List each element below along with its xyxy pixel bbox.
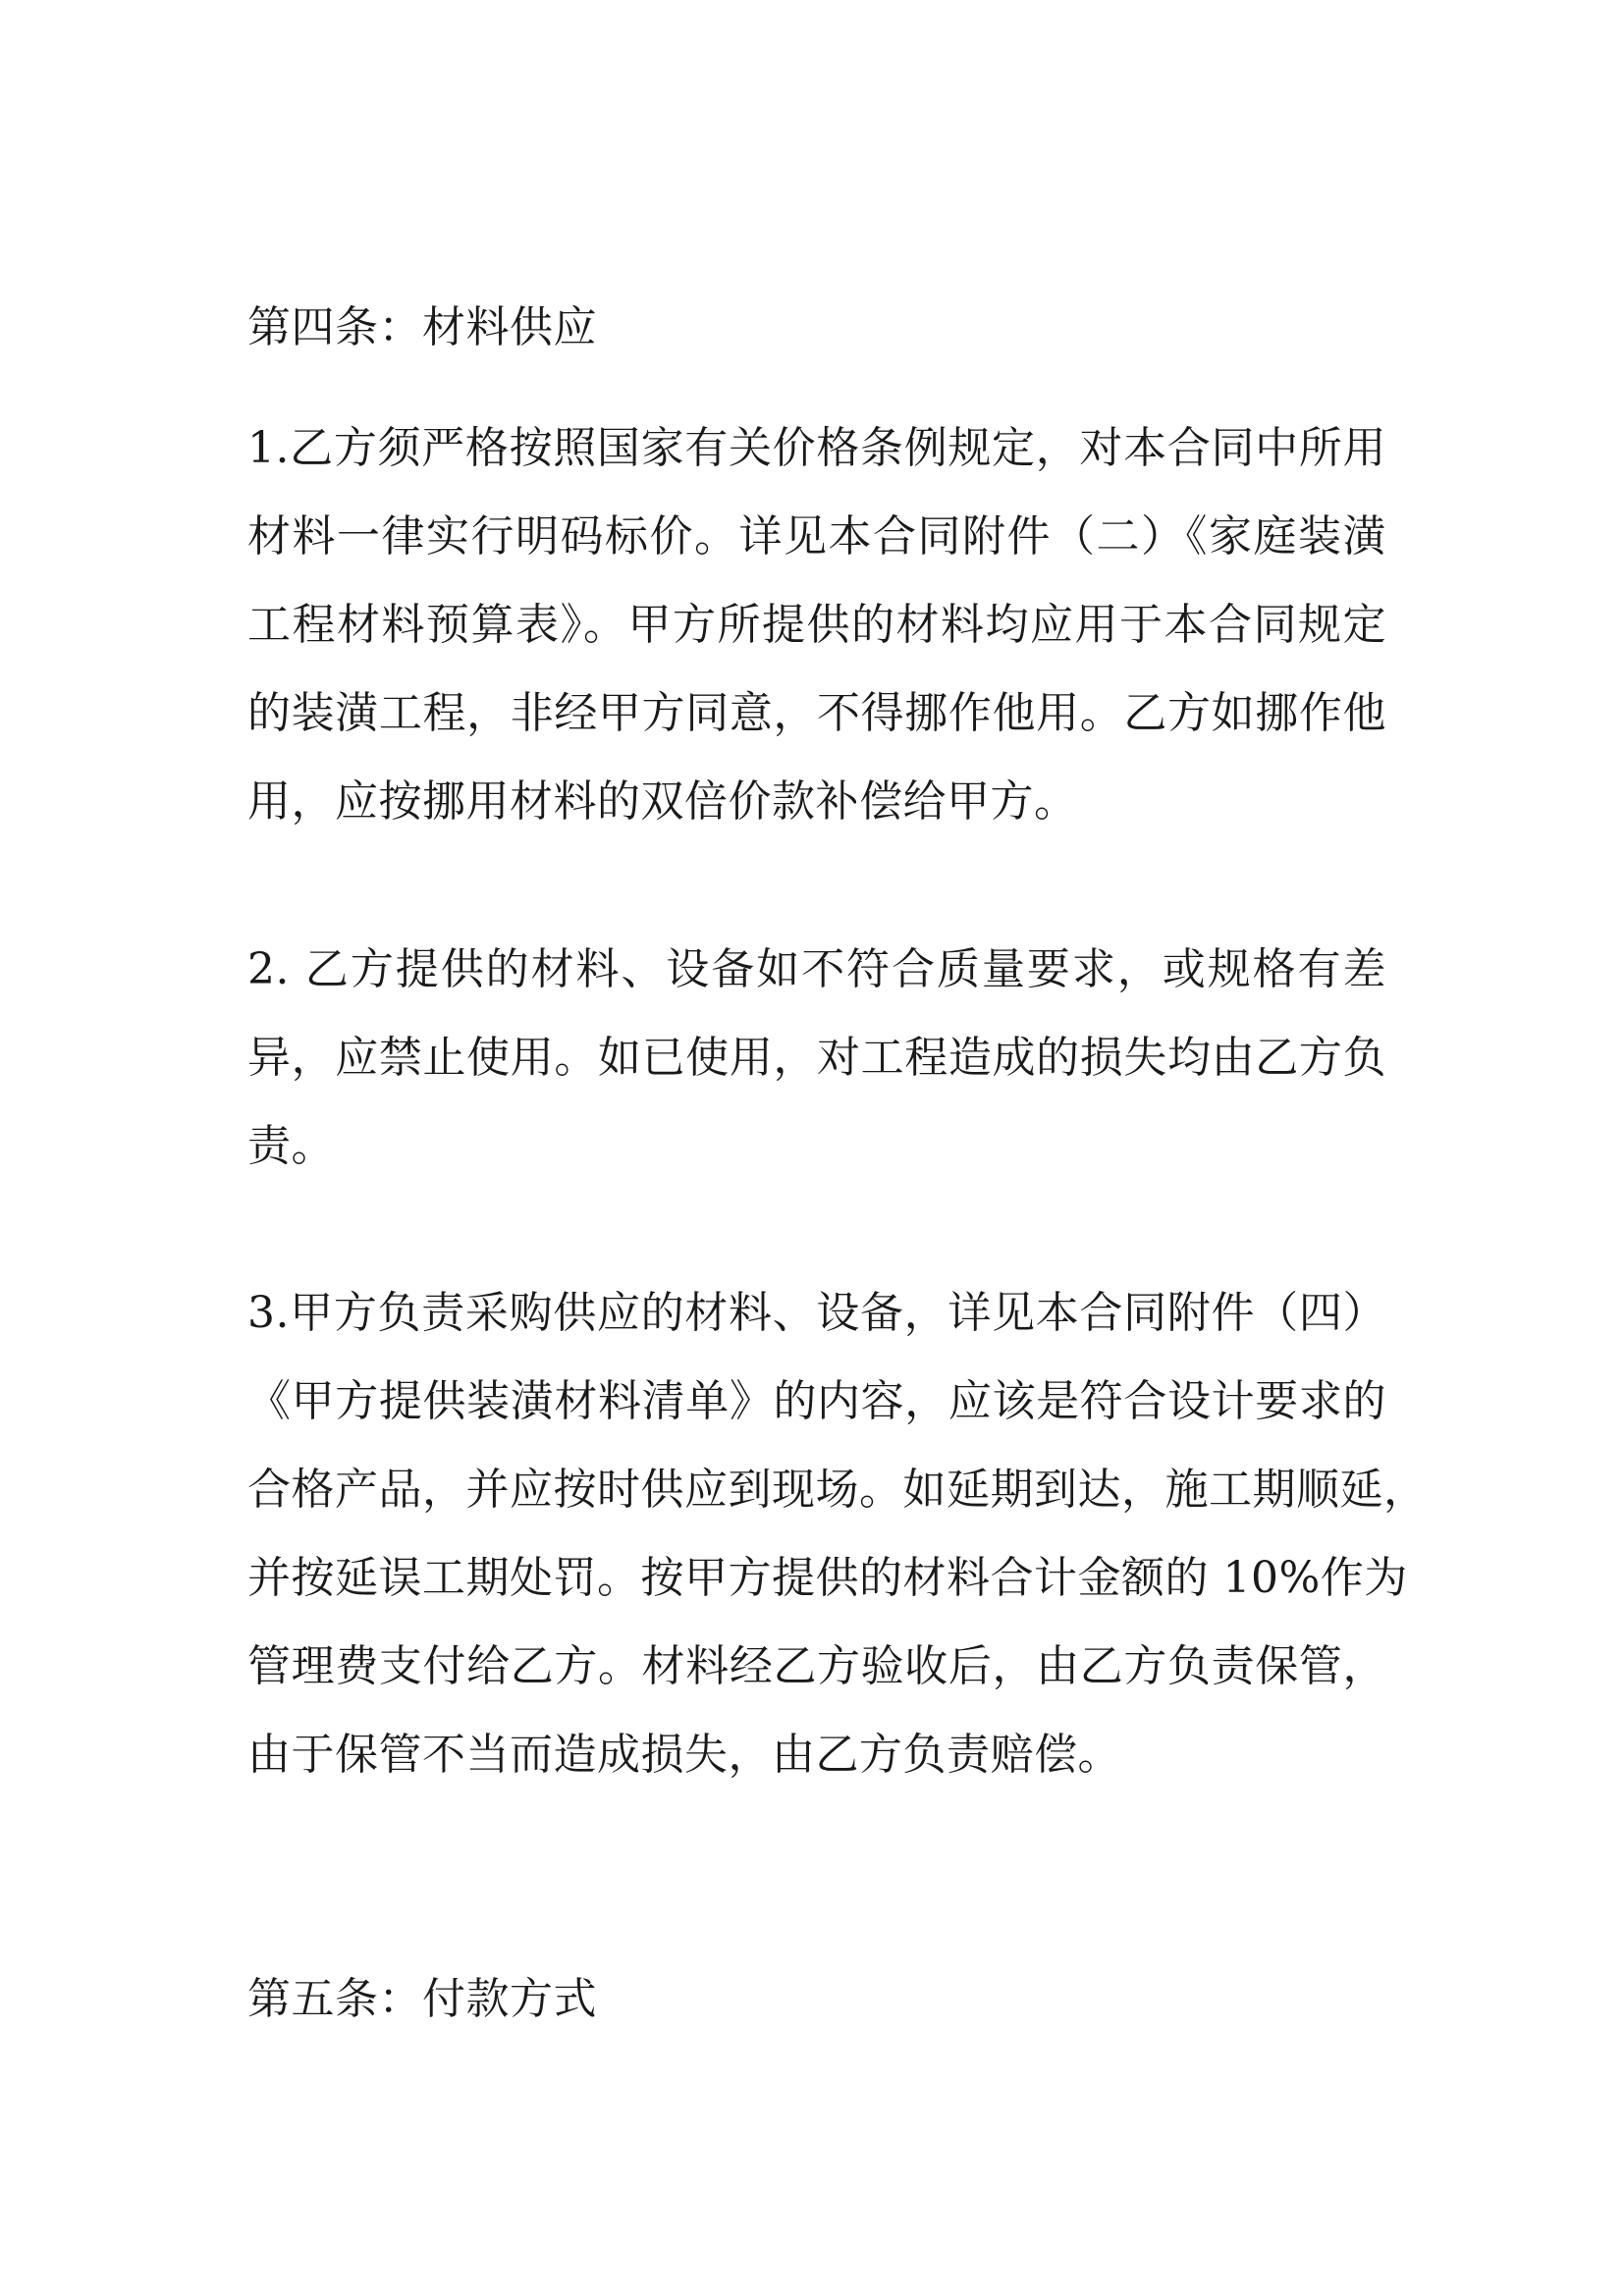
paragraph-line: 并按延误工期处罚。按甲方提供的材料合计金额的 10%作为 bbox=[247, 1553, 1408, 1603]
paragraph-line: 责。 bbox=[247, 1121, 335, 1171]
paragraph-line: 用，应按挪用材料的双倍价款补偿给甲方。 bbox=[247, 776, 1078, 827]
paragraph-line: 材料一律实行明码标价。详见本合同附件（二）《家庭装潢 bbox=[247, 511, 1386, 561]
paragraph-line: 的装潢工程，非经甲方同意，不得挪作他用。乙方如挪作他 bbox=[247, 688, 1386, 738]
paragraph-line: 合格产品，并应按时供应到现场。如延期到达，施工期顺延， bbox=[247, 1465, 1428, 1515]
article-4-heading: 第四条：材料供应 bbox=[247, 302, 597, 352]
paragraph-line: 由于保管不当而造成损失，由乙方负责赔偿。 bbox=[247, 1730, 1121, 1780]
paragraph-line: 3.甲方负责采购供应的材料、设备，详见本合同附件（四） bbox=[247, 1288, 1386, 1338]
paragraph-line: 1.乙方须严格按照国家有关价格条例规定，对本合同中所用 bbox=[247, 423, 1386, 473]
paragraph-line: 工程材料预算表》。甲方所提供的材料均应用于本合同规定 bbox=[247, 600, 1386, 650]
paragraph-line: 2. 乙方提供的材料、设备如不符合质量要求，或规格有差 bbox=[247, 944, 1386, 994]
paragraph-line: 异，应禁止使用。如已使用，对工程造成的损失均由乙方负 bbox=[247, 1033, 1386, 1083]
paragraph-line: 《甲方提供装潢材料清单》的内容，应该是符合设计要求的 bbox=[247, 1376, 1386, 1426]
article-5-heading: 第五条：付款方式 bbox=[247, 1974, 597, 2024]
paragraph-line: 管理费支付给乙方。材料经乙方验收后，由乙方负责保管， bbox=[247, 1641, 1386, 1691]
